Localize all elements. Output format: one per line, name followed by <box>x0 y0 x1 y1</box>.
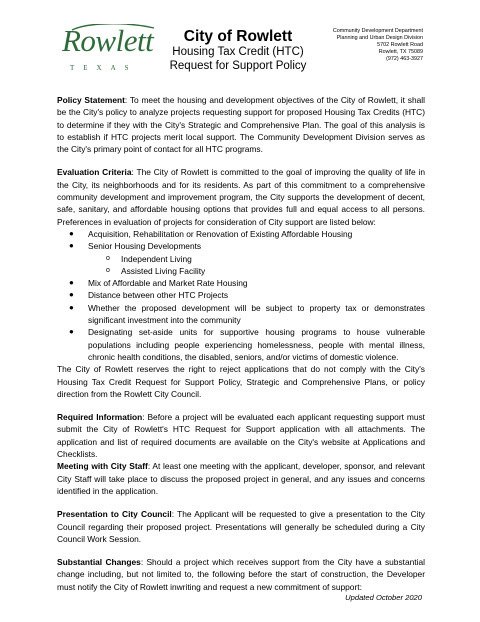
section-text: : At least one meeting with the applicant, developer, sponsor, and relevant City Staff will take place to discuss the proposed project in general, and any issues and concerns identified in the application. <box>57 461 425 496</box>
circle-bullet-icon: o <box>106 254 110 262</box>
bullet-icon: ● <box>69 302 74 312</box>
updated-date: Updated October 2020 <box>345 593 422 602</box>
list-item-text: Assisted Living Facility <box>121 265 206 276</box>
preference-list-continued <box>57 277 425 363</box>
list-item-text: Distance between other HTC Projects <box>88 290 229 301</box>
list-item <box>57 302 425 327</box>
logo-subtext: TEXAS <box>70 64 138 72</box>
department-address <box>333 28 423 63</box>
list-item-text: Whether the proposed development will be subject to property tax or demonstrates significant investment into the community <box>88 302 425 326</box>
section-label: Required Information <box>57 412 143 423</box>
dept-line: (972) 463-3927 <box>386 56 423 62</box>
section-text: : The Applicant will be requested to give a presentation to the City Council regarding their proposed project. Presentations will generally be scheduled during a City Council Work Session. <box>57 509 425 544</box>
list-item <box>57 228 425 240</box>
list-item-text: Independent Living <box>121 253 192 264</box>
document-subtitle-2: Request for Support Policy <box>169 60 307 72</box>
evaluation-closing-paragraph: The City of Rowlett reserves the right to reject applications that do not comply with the City's Housing Tax Credit Request for Support Policy, Strategic and Comprehensive Plans, or policy direction from the Rowlett City Council. <box>57 364 425 399</box>
presentation-paragraph <box>57 508 425 545</box>
preference-list <box>57 228 425 253</box>
section-text: : Before a project will be evaluated each applicant requesting support must submit the City of Rowlett's HTC Request for Support application with all attachments. The application and list of required documents are available on the City's website at Applications and Checklists. <box>57 412 425 460</box>
dept-line: Community Development Department <box>332 28 423 34</box>
section-label: Evaluation Criteria <box>57 167 132 178</box>
section-text: : To meet the housing and development objectives of the City of Rowlett, it shall be the City's policy to analyze projects requesting support for proposed Housing Tax Credits (HTC) to determine if they with the City's Strategic and Comprehensive Plan. The goal of this analysis is to establish if HTC projects merit local support. The Community Development Division serves as the City's primary point of contact for all HTC programs. <box>57 95 425 155</box>
document-subtitle-1: Housing Tax Credit (HTC) <box>172 46 304 58</box>
list-item <box>57 289 425 301</box>
dept-line: Rowlett, TX 75089 <box>378 49 423 55</box>
bullet-icon: ● <box>69 290 74 300</box>
dept-line: 5702 Rowlett Road <box>377 42 423 48</box>
sub-list-item <box>57 265 425 277</box>
section-text: : Should a project which receives support from the City have a substantial change including, but not limited to, the following before the start of construction, the Developer must notify the City of Rowlett inwriting and request a new commitment of support: <box>57 557 425 592</box>
bullet-icon: ● <box>69 327 74 337</box>
section-label: Presentation to City Council <box>57 509 172 520</box>
section-label: Substantial Changes <box>57 557 141 568</box>
list-item-text: Acquisition, Rehabilitation or Renovation of Existing Affordable Housing <box>88 228 353 239</box>
dept-line: Planning and Urban Design Division <box>336 35 423 41</box>
section-label: Meeting with City Staff <box>57 461 148 472</box>
document-title: City of Rowlett <box>183 28 293 45</box>
substantial-changes-paragraph <box>57 556 425 593</box>
required-information-paragraph <box>57 411 425 460</box>
sub-list-item <box>57 253 425 265</box>
list-item-text: Designating set-aside units for supportive housing programs to house vulnerable populations including people experiencing homelessness, people with mental illness, chronic health conditions, the disabled, seniors, and/or victims of domestic violence. <box>88 327 425 362</box>
section-label: Policy Statement <box>57 95 125 105</box>
rowlett-logo <box>58 24 158 80</box>
logo-wordmark: Rowlett <box>62 23 154 58</box>
policy-body <box>57 94 425 593</box>
list-item <box>57 277 425 289</box>
document-title-block <box>164 28 312 73</box>
evaluation-criteria-paragraph <box>57 166 425 227</box>
list-item <box>57 326 425 363</box>
meeting-paragraph <box>57 460 425 497</box>
letterhead <box>0 22 480 82</box>
bullet-icon: ● <box>69 278 74 288</box>
bullet-icon: ● <box>69 228 74 238</box>
section-text: : The City of Rowlett is committed to the goal of improving the quality of life in the City, its neighborhoods and for its residents. As part of this commitment to a comprehensive community development and improvement program, the City supports the development of decent, safe, sanitary, and affordable housing options that provides full and equal access to all persons. Preferences in evaluation of projects for consideration of City support are listed below: <box>57 167 425 227</box>
list-item-text: Mix of Affordable and Market Rate Housing <box>88 278 248 289</box>
list-item-text: Senior Housing Developments <box>88 241 202 252</box>
senior-housing-sublist <box>57 253 425 278</box>
circle-bullet-icon: o <box>106 266 110 274</box>
policy-statement-paragraph <box>57 94 425 155</box>
bullet-icon: ● <box>69 241 74 251</box>
list-item <box>57 240 425 252</box>
